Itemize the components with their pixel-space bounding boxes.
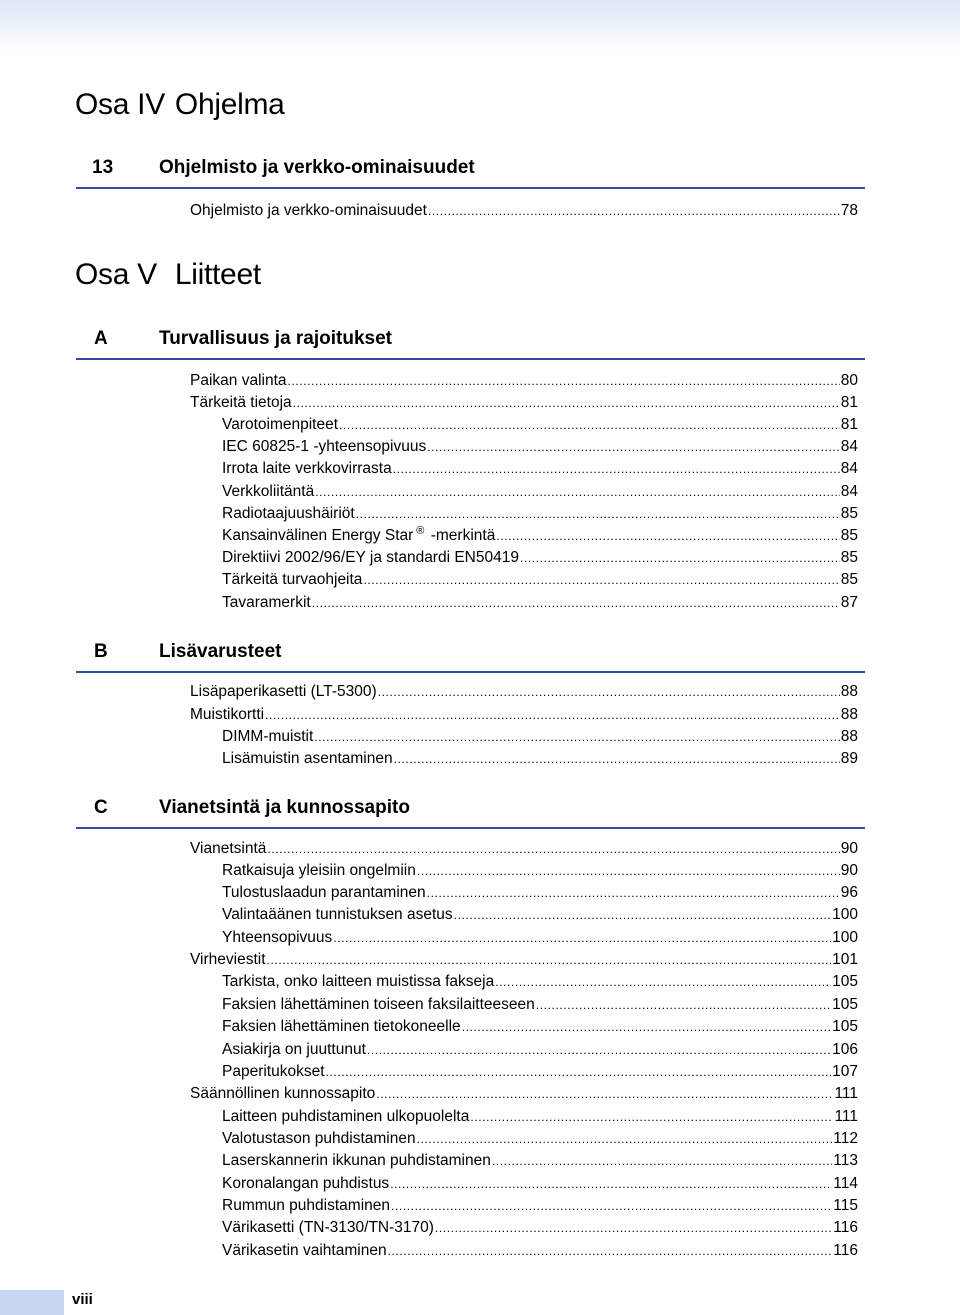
toc-entry[interactable]: Valotustason puhdistaminen ..... 112 — [222, 1129, 858, 1149]
toc-entry[interactable]: Yhteensopivuus ..... 100 — [222, 928, 858, 948]
chapter-heading[interactable] — [76, 641, 865, 673]
part-name: Ohjelma — [174, 88, 285, 121]
toc-entry[interactable]: Tulostuslaadun parantaminen ..... 96 — [222, 883, 858, 903]
toc-entry-text: Ohjelmisto ja verkko-ominaisuudet — [190, 202, 427, 219]
toc-entry[interactable]: Virheviestit ..... 101 — [190, 950, 858, 970]
part-title — [75, 258, 261, 292]
part-title — [75, 88, 285, 122]
toc-entry[interactable]: Tärkeitä tietoja ..... 81 — [190, 393, 858, 413]
toc-entry[interactable]: Irrota laite verkkovirrasta ..... 84 — [222, 459, 858, 479]
chapter-number: 13 — [92, 157, 114, 178]
chapter-heading[interactable] — [76, 797, 865, 829]
toc-entry[interactable]: Lisämuistin asentaminen ..... 89 — [222, 749, 858, 769]
toc-entry[interactable]: Paikan valinta ..... 80 — [190, 371, 858, 391]
toc-entry[interactable]: Säännöllinen kunnossapito ..... 111 — [190, 1084, 858, 1104]
chapter-heading[interactable] — [76, 328, 865, 360]
toc-entry[interactable]: Tarkista, onko laitteen muistissa fakseja ..... 105 — [222, 972, 858, 992]
chapter-number: C — [94, 797, 108, 818]
chapter-title: Vianetsintä ja kunnossapito — [159, 797, 410, 818]
part-label: Osa IV — [75, 88, 165, 121]
toc-entry[interactable]: Ratkaisuja yleisiin ongelmiin ..... 90 — [222, 861, 858, 881]
toc-entry[interactable]: Tärkeitä turvaohjeita ..... 85 — [222, 570, 858, 590]
chapter-number: B — [94, 641, 108, 662]
toc-entry[interactable]: Muistikortti ..... 88 — [190, 705, 858, 725]
toc-entry[interactable] — [190, 201, 858, 221]
toc-entry[interactable]: Koronalangan puhdistus ..... 114 — [222, 1174, 858, 1194]
part-label: Osa V — [75, 258, 157, 291]
toc-entry[interactable]: Faksien lähettäminen toiseen faksilaitteeseen ..... 105 — [222, 995, 858, 1015]
toc-entry-page: 78 — [840, 202, 858, 219]
toc-entry[interactable]: Asiakirja on juuttunut ..... 106 — [222, 1040, 858, 1060]
toc-entry[interactable]: DIMM-muistit ..... 88 — [222, 727, 858, 747]
chapter-number: A — [94, 328, 108, 349]
toc-entry[interactable]: Laitteen puhdistaminen ulkopuolelta ..... 111 — [222, 1107, 858, 1127]
toc-entry[interactable]: Paperitukokset ..... 107 — [222, 1062, 858, 1082]
header-band — [0, 0, 960, 52]
toc-entry[interactable]: Laserskannerin ikkunan puhdistaminen ..... 113 — [222, 1151, 858, 1171]
toc-entry[interactable]: Direktiivi 2002/96/EY ja standardi EN50419 ..... 85 — [222, 548, 858, 568]
toc-entry[interactable]: Rummun puhdistaminen ..... 115 — [222, 1196, 858, 1216]
toc-entry[interactable]: Kansainvälinen Energy Star ® -merkintä ..... 85 — [222, 526, 858, 546]
chapter-title: Ohjelmisto ja verkko-ominaisuudet — [159, 157, 475, 178]
registered-mark: ® — [416, 524, 425, 537]
footer-tab — [0, 1290, 64, 1315]
toc-entry[interactable]: Faksien lähettäminen tietokoneelle ..... 105 — [222, 1017, 858, 1037]
toc-entry[interactable]: Verkkoliitäntä ..... 84 — [222, 482, 858, 502]
toc-entry[interactable]: Tavaramerkit ..... 87 — [222, 593, 858, 613]
toc-entry[interactable]: Värikasetti (TN-3130/TN-3170) ..... 116 — [222, 1218, 858, 1238]
toc-entry[interactable]: Valintaäänen tunnistuksen asetus ..... 100 — [222, 905, 858, 925]
toc-entry[interactable]: Lisäpaperikasetti (LT-5300) ..... 88 — [190, 682, 858, 702]
chapter-heading[interactable] — [76, 157, 865, 189]
chapter-title: Turvallisuus ja rajoitukset — [159, 328, 393, 349]
toc-entry[interactable]: Varotoimenpiteet ..... 81 — [222, 415, 858, 435]
part-name: Liitteet — [174, 258, 261, 291]
toc-entry[interactable]: Radiotaajuushäiriöt ..... 85 — [222, 504, 858, 524]
toc-entry[interactable]: Vianetsintä ..... 90 — [190, 839, 858, 859]
toc-entry[interactable]: IEC 60825-1 -yhteensopivuus ..... 84 — [222, 437, 858, 457]
chapter-title: Lisävarusteet — [159, 641, 282, 662]
page-number: viii — [72, 1291, 93, 1308]
toc-entry[interactable]: Värikasetin vaihtaminen ..... 116 — [222, 1241, 858, 1261]
